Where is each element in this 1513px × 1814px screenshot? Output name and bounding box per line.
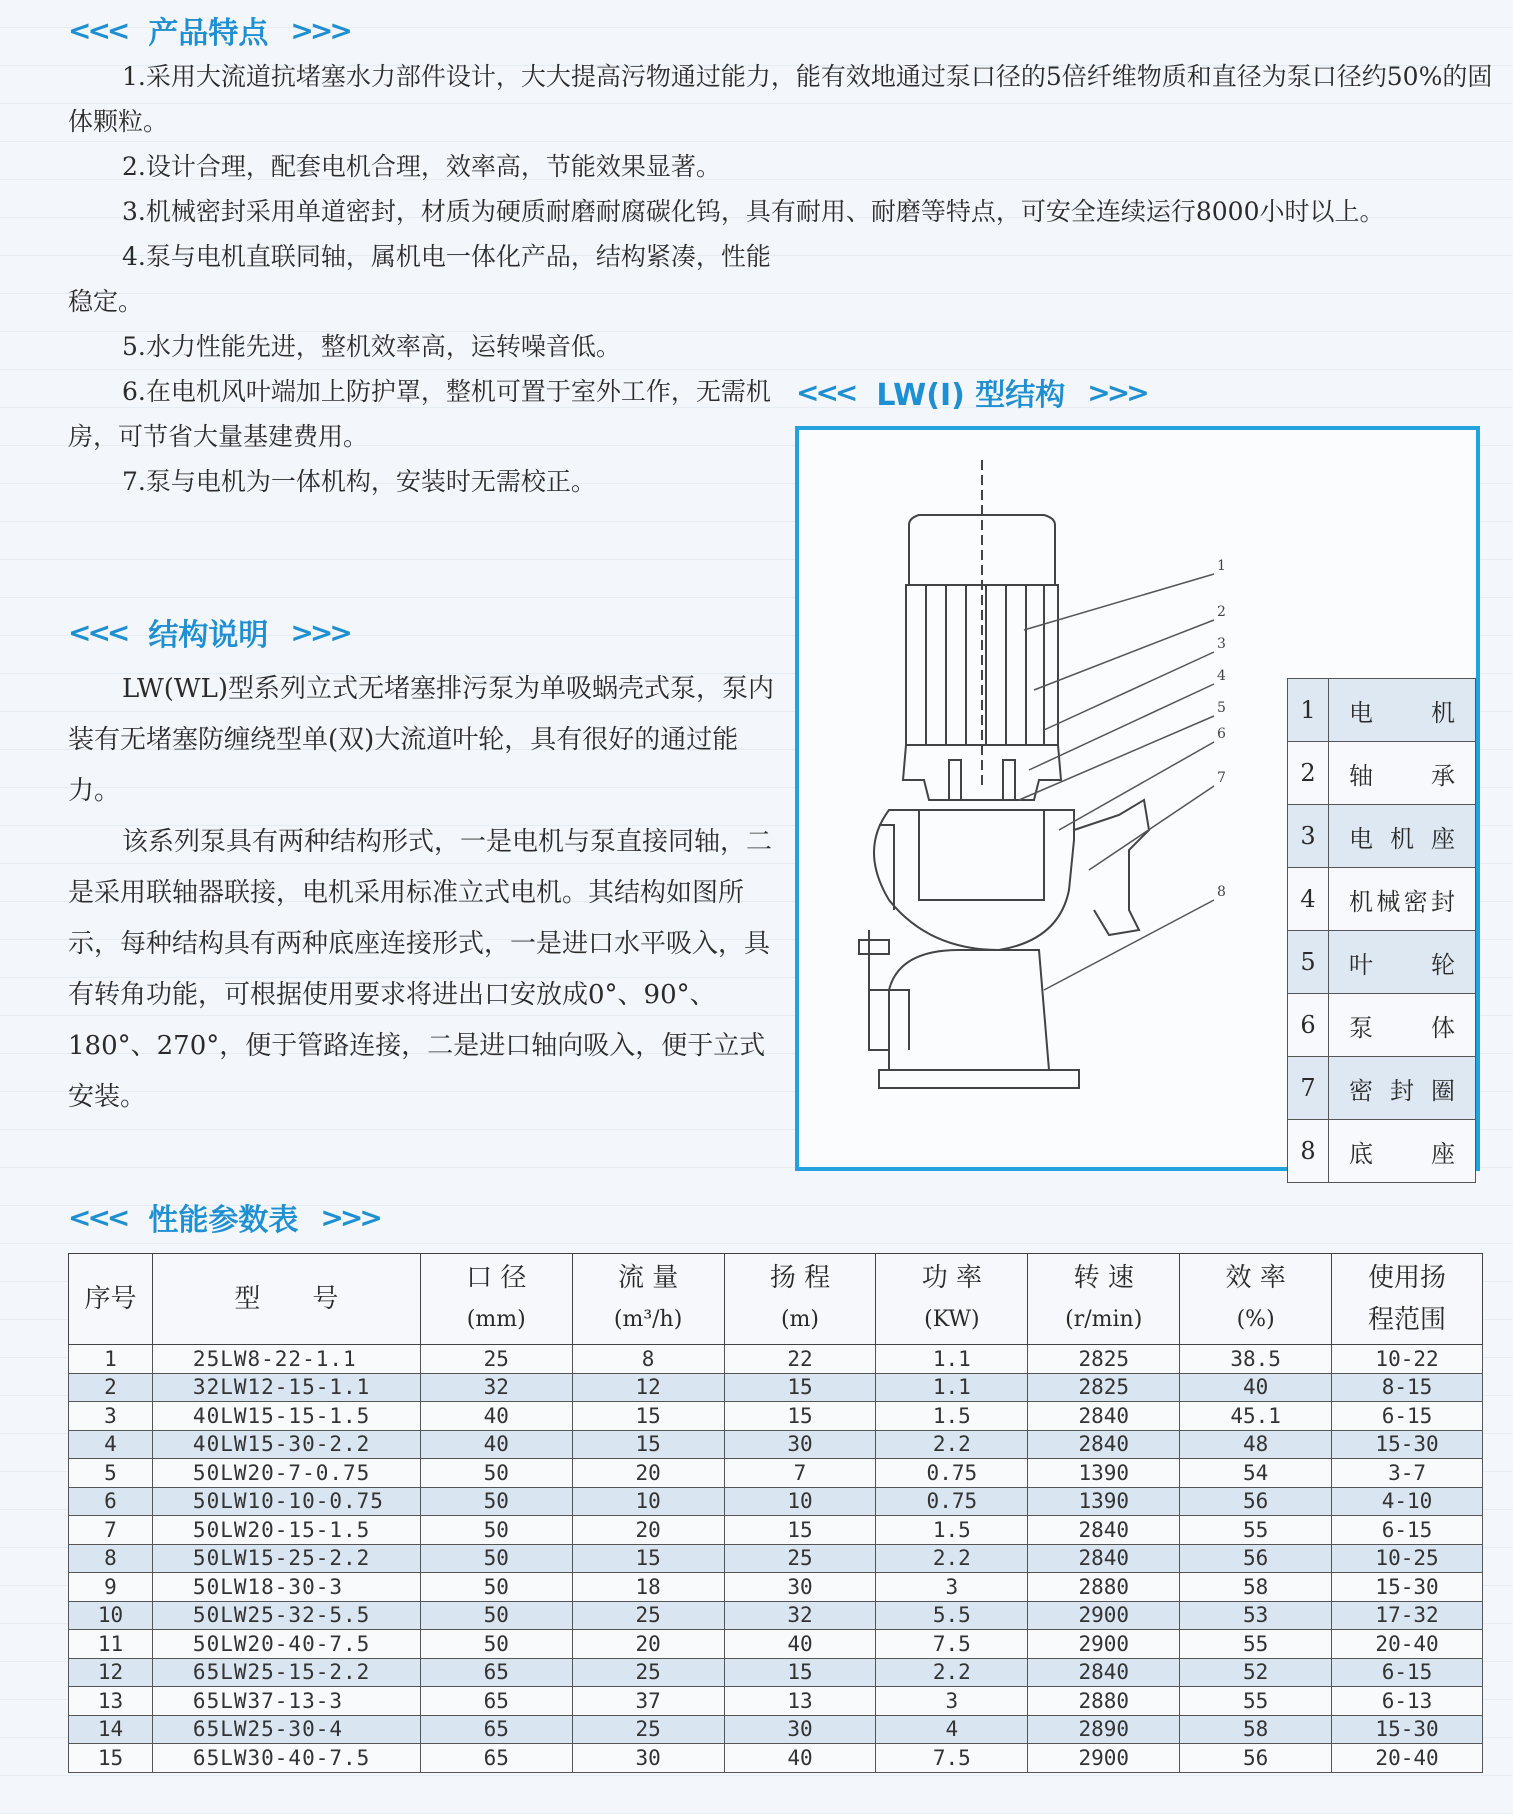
table-cell: 15 [724, 1658, 876, 1687]
legend-name: 轴承 [1329, 742, 1476, 805]
header-top: 流 量 [617, 1263, 679, 1293]
table-cell: 30 [572, 1744, 724, 1773]
table-cell: 22 [724, 1345, 876, 1374]
table-row [69, 1687, 1483, 1716]
table-cell: 6 [69, 1487, 153, 1516]
model-cell: 40LW15-15-1.5 [152, 1402, 420, 1431]
header-top: 效 率 [1225, 1263, 1286, 1293]
table-cell: 15 [69, 1744, 153, 1773]
double-chevron-left-icon: <<< [68, 1200, 127, 1234]
table-cell: 20 [572, 1630, 724, 1659]
features-title: 产品特点 [148, 16, 269, 51]
table-cell: 32 [724, 1601, 876, 1630]
legend-row [1288, 931, 1476, 994]
double-chevron-left-icon: <<< [68, 615, 127, 649]
table-cell: 3-7 [1332, 1459, 1483, 1488]
table-cell: 18 [572, 1573, 724, 1602]
table-cell: 30 [724, 1573, 876, 1602]
table-cell: 1390 [1028, 1487, 1180, 1516]
table-cell: 50 [420, 1516, 572, 1545]
header-cell [420, 1254, 572, 1345]
table-header-row [69, 1254, 1483, 1345]
header-top: 使用扬 [1368, 1263, 1447, 1293]
table-cell: 2840 [1028, 1658, 1180, 1687]
table-cell: 25 [572, 1658, 724, 1687]
header-unit: (m³/h) [613, 1307, 683, 1332]
table-cell: 11 [69, 1630, 153, 1659]
table-cell: 50 [420, 1487, 572, 1516]
table-cell: 48 [1180, 1430, 1332, 1459]
table-cell: 1.1 [876, 1345, 1028, 1374]
legend-name: 密封圈 [1329, 1057, 1476, 1120]
table-heading [68, 1195, 379, 1239]
feature-item: 6.在电机风叶端加上防护罩，整机可置于室外工作，无需机房，可节省大量基建费用。 [68, 377, 771, 451]
legend-name: 电机座 [1329, 805, 1476, 868]
legend-num: 4 [1288, 868, 1329, 931]
legend-row [1288, 679, 1476, 742]
table-row [69, 1487, 1483, 1516]
pump-outlet [1074, 800, 1149, 935]
table-cell: 14 [69, 1715, 153, 1744]
legend-row [1288, 1120, 1476, 1183]
table-title: 性能参数表 [148, 1203, 299, 1238]
double-chevron-right-icon: >>> [290, 615, 349, 649]
table-cell: 2900 [1028, 1630, 1180, 1659]
model-cell: 50LW20-7-0.75 [152, 1459, 420, 1488]
model-cell: 50LW20-40-7.5 [152, 1630, 420, 1659]
callout-4: 4 [1217, 668, 1226, 684]
header-unit: (r/min) [1065, 1307, 1143, 1332]
structure-heading [68, 610, 349, 654]
table-cell: 8 [572, 1345, 724, 1374]
feature-item: 5.水力性能先进，整机效率高，运转噪音低。 [122, 332, 621, 361]
double-chevron-right-icon: >>> [290, 13, 349, 47]
table-cell: 45.1 [1180, 1402, 1332, 1431]
table-cell: 2900 [1028, 1601, 1180, 1630]
table-cell: 2.2 [876, 1544, 1028, 1573]
callout-3: 3 [1217, 636, 1226, 652]
table-cell: 6-15 [1332, 1658, 1483, 1687]
table-cell: 25 [572, 1601, 724, 1630]
table-cell: 2825 [1028, 1345, 1180, 1374]
table-cell: 56 [1180, 1544, 1332, 1573]
table-cell: 1.1 [876, 1373, 1028, 1402]
table-cell: 1.5 [876, 1516, 1028, 1545]
header-cell [1028, 1254, 1180, 1345]
model-cell: 50LW15-25-2.2 [152, 1544, 420, 1573]
header-top: 序号 [84, 1284, 137, 1314]
header-cell [876, 1254, 1028, 1345]
table-cell: 17-32 [1332, 1601, 1483, 1630]
table-cell: 1.5 [876, 1402, 1028, 1431]
structure-title: 结构说明 [148, 618, 269, 653]
structure-description [68, 664, 780, 1123]
table-cell: 2 [69, 1373, 153, 1402]
legend-num: 2 [1288, 742, 1329, 805]
pump-structure-diagram [795, 426, 1480, 1171]
header-unit: 程范围 [1368, 1305, 1447, 1335]
legend-num: 6 [1288, 994, 1329, 1057]
legend-row [1288, 805, 1476, 868]
header-cell [69, 1254, 153, 1345]
table-cell: 2840 [1028, 1430, 1180, 1459]
feature-item: 1.采用大流道抗堵塞水力部件设计，大大提高污物通过能力，能有效地通过泵口径的5倍纤维物质和直径为泵口径约50%的固体颗粒。 [68, 62, 1493, 136]
table-cell: 50 [420, 1544, 572, 1573]
legend-name: 机械密封 [1329, 868, 1476, 931]
callout-8: 8 [1217, 884, 1226, 900]
table-cell: 52 [1180, 1658, 1332, 1687]
pump-base [889, 950, 1049, 1070]
legend-num: 1 [1288, 679, 1329, 742]
legend-row [1288, 994, 1476, 1057]
table-cell: 15-30 [1332, 1430, 1483, 1459]
table-cell: 40 [1180, 1373, 1332, 1402]
table-cell: 30 [724, 1715, 876, 1744]
table-cell: 10 [724, 1487, 876, 1516]
legend-name: 叶轮 [1329, 931, 1476, 994]
header-unit: (KW) [924, 1307, 980, 1332]
table-cell: 0.75 [876, 1459, 1028, 1488]
table-cell: 7 [69, 1516, 153, 1545]
base-plate [879, 1070, 1079, 1088]
legend-name: 泵体 [1329, 994, 1476, 1057]
table-cell: 54 [1180, 1459, 1332, 1488]
model-cell: 50LW25-32-5.5 [152, 1601, 420, 1630]
table-row [69, 1516, 1483, 1545]
model-cell: 25LW8-22-1.1 [152, 1345, 420, 1374]
table-cell: 15 [572, 1430, 724, 1459]
header-top: 转 速 [1073, 1263, 1134, 1293]
table-row [69, 1744, 1483, 1773]
header-unit: (m) [780, 1307, 819, 1332]
table-cell: 40 [420, 1430, 572, 1459]
diagram-heading [796, 370, 1146, 414]
table-row [69, 1373, 1483, 1402]
table-cell: 20 [572, 1459, 724, 1488]
table-cell: 40 [420, 1402, 572, 1431]
table-cell: 13 [724, 1687, 876, 1716]
legend-name: 电机 [1329, 679, 1476, 742]
table-cell: 53 [1180, 1601, 1332, 1630]
header-cell [572, 1254, 724, 1345]
table-cell: 25 [420, 1345, 572, 1374]
table-cell: 40 [724, 1630, 876, 1659]
table-cell: 20-40 [1332, 1630, 1483, 1659]
legend-row [1288, 1057, 1476, 1120]
table-cell: 2.2 [876, 1430, 1028, 1459]
table-cell: 2880 [1028, 1687, 1180, 1716]
table-cell: 13 [69, 1687, 153, 1716]
table-row [69, 1430, 1483, 1459]
table-cell: 2840 [1028, 1544, 1180, 1573]
model-cell: 50LW20-15-1.5 [152, 1516, 420, 1545]
table-cell: 50 [420, 1573, 572, 1602]
model-cell: 65LW25-30-4 [152, 1715, 420, 1744]
table-cell: 9 [69, 1573, 153, 1602]
table-row [69, 1544, 1483, 1573]
model-cell: 65LW30-40-7.5 [152, 1744, 420, 1773]
table-cell: 65 [420, 1687, 572, 1716]
table-row [69, 1573, 1483, 1602]
diagram-title: LW(I) 型结构 [876, 378, 1066, 413]
table-cell: 3 [876, 1687, 1028, 1716]
legend-num: 3 [1288, 805, 1329, 868]
callout-6: 6 [1217, 726, 1226, 742]
table-cell: 7.5 [876, 1744, 1028, 1773]
legend-name: 底座 [1329, 1120, 1476, 1183]
table-cell: 25 [572, 1715, 724, 1744]
table-cell: 38.5 [1180, 1345, 1332, 1374]
table-cell: 2.2 [876, 1658, 1028, 1687]
table-cell: 10 [69, 1601, 153, 1630]
legend-row [1288, 742, 1476, 805]
table-cell: 56 [1180, 1744, 1332, 1773]
header-unit: (%) [1236, 1307, 1275, 1332]
legend-num: 7 [1288, 1057, 1329, 1120]
table-cell: 0.75 [876, 1487, 1028, 1516]
legend-num: 5 [1288, 931, 1329, 994]
table-cell: 3 [876, 1573, 1028, 1602]
table-cell: 37 [572, 1687, 724, 1716]
structure-paragraph: 该系列泵具有两种结构形式，一是电机与泵直接同轴，二是采用联轴器联接，电机采用标准立式电机。其结构如图所示，每种结构具有两种底座连接形式，一是进口水平吸入，具有转角功能，可根据使用要求将进出口安放成0°、90°、180°、270°，便于管路连接，二是进口轴向吸入，便于立式安装。 [68, 827, 773, 1112]
table-cell: 2880 [1028, 1573, 1180, 1602]
model-cell: 50LW18-30-3 [152, 1573, 420, 1602]
table-row [69, 1630, 1483, 1659]
table-cell: 12 [572, 1373, 724, 1402]
table-cell: 5.5 [876, 1601, 1028, 1630]
table-cell: 7 [724, 1459, 876, 1488]
table-cell: 15-30 [1332, 1715, 1483, 1744]
table-cell: 12 [69, 1658, 153, 1687]
table-cell: 2825 [1028, 1373, 1180, 1402]
table-cell: 7.5 [876, 1630, 1028, 1659]
table-body [69, 1345, 1483, 1773]
header-cell [1180, 1254, 1332, 1345]
callout-7: 7 [1217, 770, 1226, 786]
table-row [69, 1459, 1483, 1488]
table-cell: 50 [420, 1601, 572, 1630]
model-cell: 65LW25-15-2.2 [152, 1658, 420, 1687]
table-cell: 58 [1180, 1573, 1332, 1602]
table-cell: 58 [1180, 1715, 1332, 1744]
table-cell: 56 [1180, 1487, 1332, 1516]
double-chevron-right-icon: >>> [1087, 375, 1146, 409]
table-cell: 20-40 [1332, 1744, 1483, 1773]
header-unit: (mm) [466, 1307, 526, 1332]
table-row [69, 1715, 1483, 1744]
feature-item: 2.设计合理，配套电机合理，效率高，节能效果显著。 [122, 152, 721, 181]
double-chevron-left-icon: <<< [796, 375, 855, 409]
table-cell: 10-22 [1332, 1345, 1483, 1374]
table-cell: 65 [420, 1744, 572, 1773]
table-cell: 5 [69, 1459, 153, 1488]
double-chevron-right-icon: >>> [320, 1200, 379, 1234]
header-top: 扬 程 [769, 1263, 831, 1293]
table-cell: 15 [724, 1402, 876, 1431]
legend-row [1288, 868, 1476, 931]
table-cell: 2890 [1028, 1715, 1180, 1744]
table-cell: 15 [724, 1373, 876, 1402]
table-cell: 65 [420, 1715, 572, 1744]
table-cell: 8-15 [1332, 1373, 1483, 1402]
table-cell: 6-13 [1332, 1687, 1483, 1716]
performance-table [68, 1253, 1483, 1773]
features-heading [68, 8, 349, 52]
table-cell: 10 [572, 1487, 724, 1516]
table-cell: 2840 [1028, 1402, 1180, 1431]
table-cell: 2840 [1028, 1516, 1180, 1545]
table-cell: 40 [724, 1744, 876, 1773]
table-row [69, 1601, 1483, 1630]
header-top: 口 径 [466, 1263, 527, 1293]
table-cell: 20 [572, 1516, 724, 1545]
model-cell: 40LW15-30-2.2 [152, 1430, 420, 1459]
callout-1: 1 [1217, 558, 1226, 574]
header-top: 型 号 [234, 1284, 339, 1314]
legend-num: 8 [1288, 1120, 1329, 1183]
header-cell [152, 1254, 420, 1345]
table-cell: 15 [572, 1544, 724, 1573]
table-cell: 3 [69, 1402, 153, 1431]
table-cell: 4 [69, 1430, 153, 1459]
table-cell: 50 [420, 1459, 572, 1488]
header-cell [724, 1254, 876, 1345]
header-cell [1332, 1254, 1483, 1345]
table-cell: 4-10 [1332, 1487, 1483, 1516]
callout-2: 2 [1217, 604, 1226, 620]
table-cell: 1390 [1028, 1459, 1180, 1488]
table-cell: 55 [1180, 1516, 1332, 1545]
table-row [69, 1658, 1483, 1687]
model-cell: 32LW12-15-1.1 [152, 1373, 420, 1402]
header-top: 功 率 [921, 1263, 982, 1293]
table-cell: 10-25 [1332, 1544, 1483, 1573]
table-cell: 2900 [1028, 1744, 1180, 1773]
table-cell: 30 [724, 1430, 876, 1459]
table-cell: 55 [1180, 1687, 1332, 1716]
parts-legend [1287, 678, 1476, 1183]
feature-item: 4.泵与电机直联同轴，属机电一体化产品，结构紧凑，性能稳定。 [68, 242, 771, 316]
table-cell: 15 [572, 1402, 724, 1431]
table-cell: 6-15 [1332, 1402, 1483, 1431]
double-chevron-left-icon: <<< [68, 13, 127, 47]
table-cell: 15-30 [1332, 1573, 1483, 1602]
table-cell: 32 [420, 1373, 572, 1402]
model-cell: 65LW37-13-3 [152, 1687, 420, 1716]
table-cell: 15 [724, 1516, 876, 1545]
table-cell: 65 [420, 1658, 572, 1687]
table-cell: 55 [1180, 1630, 1332, 1659]
model-cell: 50LW10-10-0.75 [152, 1487, 420, 1516]
table-cell: 25 [724, 1544, 876, 1573]
table-cell: 50 [420, 1630, 572, 1659]
feature-item: 3.机械密封采用单道密封，材质为硬质耐磨耐腐碳化钨，具有耐用、耐磨等特点，可安全连续运行8000小时以上。 [122, 197, 1385, 226]
table-cell: 4 [876, 1715, 1028, 1744]
table-row [69, 1402, 1483, 1431]
callout-5: 5 [1217, 700, 1226, 716]
table-cell: 1 [69, 1345, 153, 1374]
table-row [69, 1345, 1483, 1374]
table-cell: 6-15 [1332, 1516, 1483, 1545]
structure-paragraph: LW(WL)型系列立式无堵塞排污泵为单吸蜗壳式泵，泵内装有无堵塞防缠绕型单(双)大流道叶轮，具有很好的通过能力。 [68, 674, 775, 806]
table-cell: 8 [69, 1544, 153, 1573]
feature-item: 7.泵与电机为一体机构，安装时无需校正。 [122, 467, 596, 496]
